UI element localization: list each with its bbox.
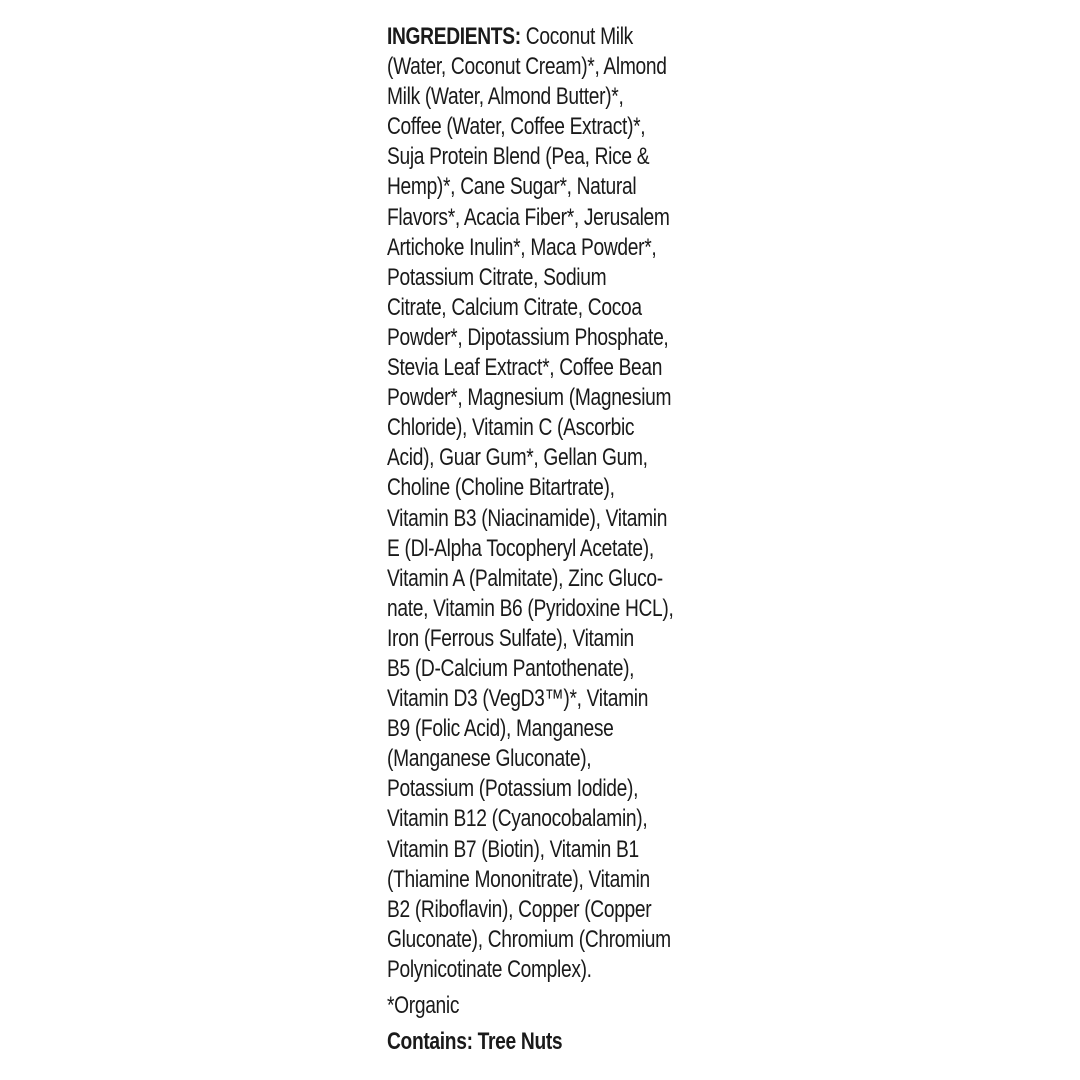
ingredients-line: Powder*, Magnesium (Magnesium bbox=[387, 384, 672, 412]
ingredients-line: Potassium Citrate, Sodium bbox=[387, 263, 607, 291]
ingredients-line: Powder*, Dipotassium Phosphate, bbox=[387, 323, 669, 351]
allergen-statement: Contains: Tree Nuts bbox=[387, 1028, 563, 1056]
ingredients-line: Vitamin D3 (VegD3™)*, Vitamin bbox=[387, 685, 649, 713]
ingredients-line: B5 (D-Calcium Pantothenate), bbox=[387, 654, 635, 682]
ingredients-line: Coffee (Water, Coffee Extract)*, bbox=[387, 113, 646, 141]
ingredients-line: Polynicotinate Complex). bbox=[387, 955, 592, 983]
ingredients-line: Artichoke Inulin*, Maca Powder*, bbox=[387, 233, 657, 261]
ingredients-heading: INGREDIENTS: bbox=[387, 23, 521, 50]
ingredients-line: nate, Vitamin B6 (Pyridoxine HCL), bbox=[387, 594, 674, 622]
ingredients-line: (Manganese Gluconate), bbox=[387, 745, 592, 773]
ingredients-line: Vitamin A (Palmitate), Zinc Gluco- bbox=[387, 564, 663, 592]
ingredients-line: Suja Protein Blend (Pea, Rice & bbox=[387, 143, 650, 171]
ingredients-label bbox=[387, 22, 717, 1057]
ingredients-line: Gluconate), Chromium (Chromium bbox=[387, 925, 671, 953]
ingredients-line: E (Dl-Alpha Tocopheryl Acetate), bbox=[387, 534, 654, 562]
ingredients-line: Flavors*, Acacia Fiber*, Jerusalem bbox=[387, 203, 670, 231]
ingredients-line: (Thiamine Mononitrate), Vitamin bbox=[387, 865, 650, 893]
ingredients-line: Acid), Guar Gum*, Gellan Gum, bbox=[387, 444, 648, 472]
ingredients-line: Hemp)*, Cane Sugar*, Natural bbox=[387, 173, 637, 201]
ingredients-line: Vitamin B7 (Biotin), Vitamin B1 bbox=[387, 835, 639, 863]
ingredients-line: Vitamin B3 (Niacinamide), Vitamin bbox=[387, 504, 668, 532]
ingredients-line: B2 (Riboflavin), Copper (Copper bbox=[387, 895, 652, 923]
ingredients-line: (Water, Coconut Cream)*, Almond bbox=[387, 53, 667, 81]
ingredients-list bbox=[387, 22, 717, 985]
ingredients-first-line-text: Coconut Milk bbox=[520, 23, 633, 50]
ingredients-line: Stevia Leaf Extract*, Coffee Bean bbox=[387, 354, 663, 382]
ingredients-line: Vitamin B12 (Cyanocobalamin), bbox=[387, 805, 648, 833]
ingredients-line-first bbox=[387, 22, 651, 52]
ingredients-line: Milk (Water, Almond Butter)*, bbox=[387, 83, 624, 111]
organic-footnote: *Organic bbox=[387, 992, 460, 1019]
ingredients-line: Iron (Ferrous Sulfate), Vitamin bbox=[387, 624, 634, 652]
ingredients-line: Choline (Choline Bitartrate), bbox=[387, 474, 615, 502]
ingredients-line: Citrate, Calcium Citrate, Cocoa bbox=[387, 293, 642, 321]
ingredients-line: B9 (Folic Acid), Manganese bbox=[387, 715, 614, 743]
ingredients-line: Chloride), Vitamin C (Ascorbic bbox=[387, 414, 635, 442]
ingredients-line: Potassium (Potassium Iodide), bbox=[387, 775, 639, 803]
